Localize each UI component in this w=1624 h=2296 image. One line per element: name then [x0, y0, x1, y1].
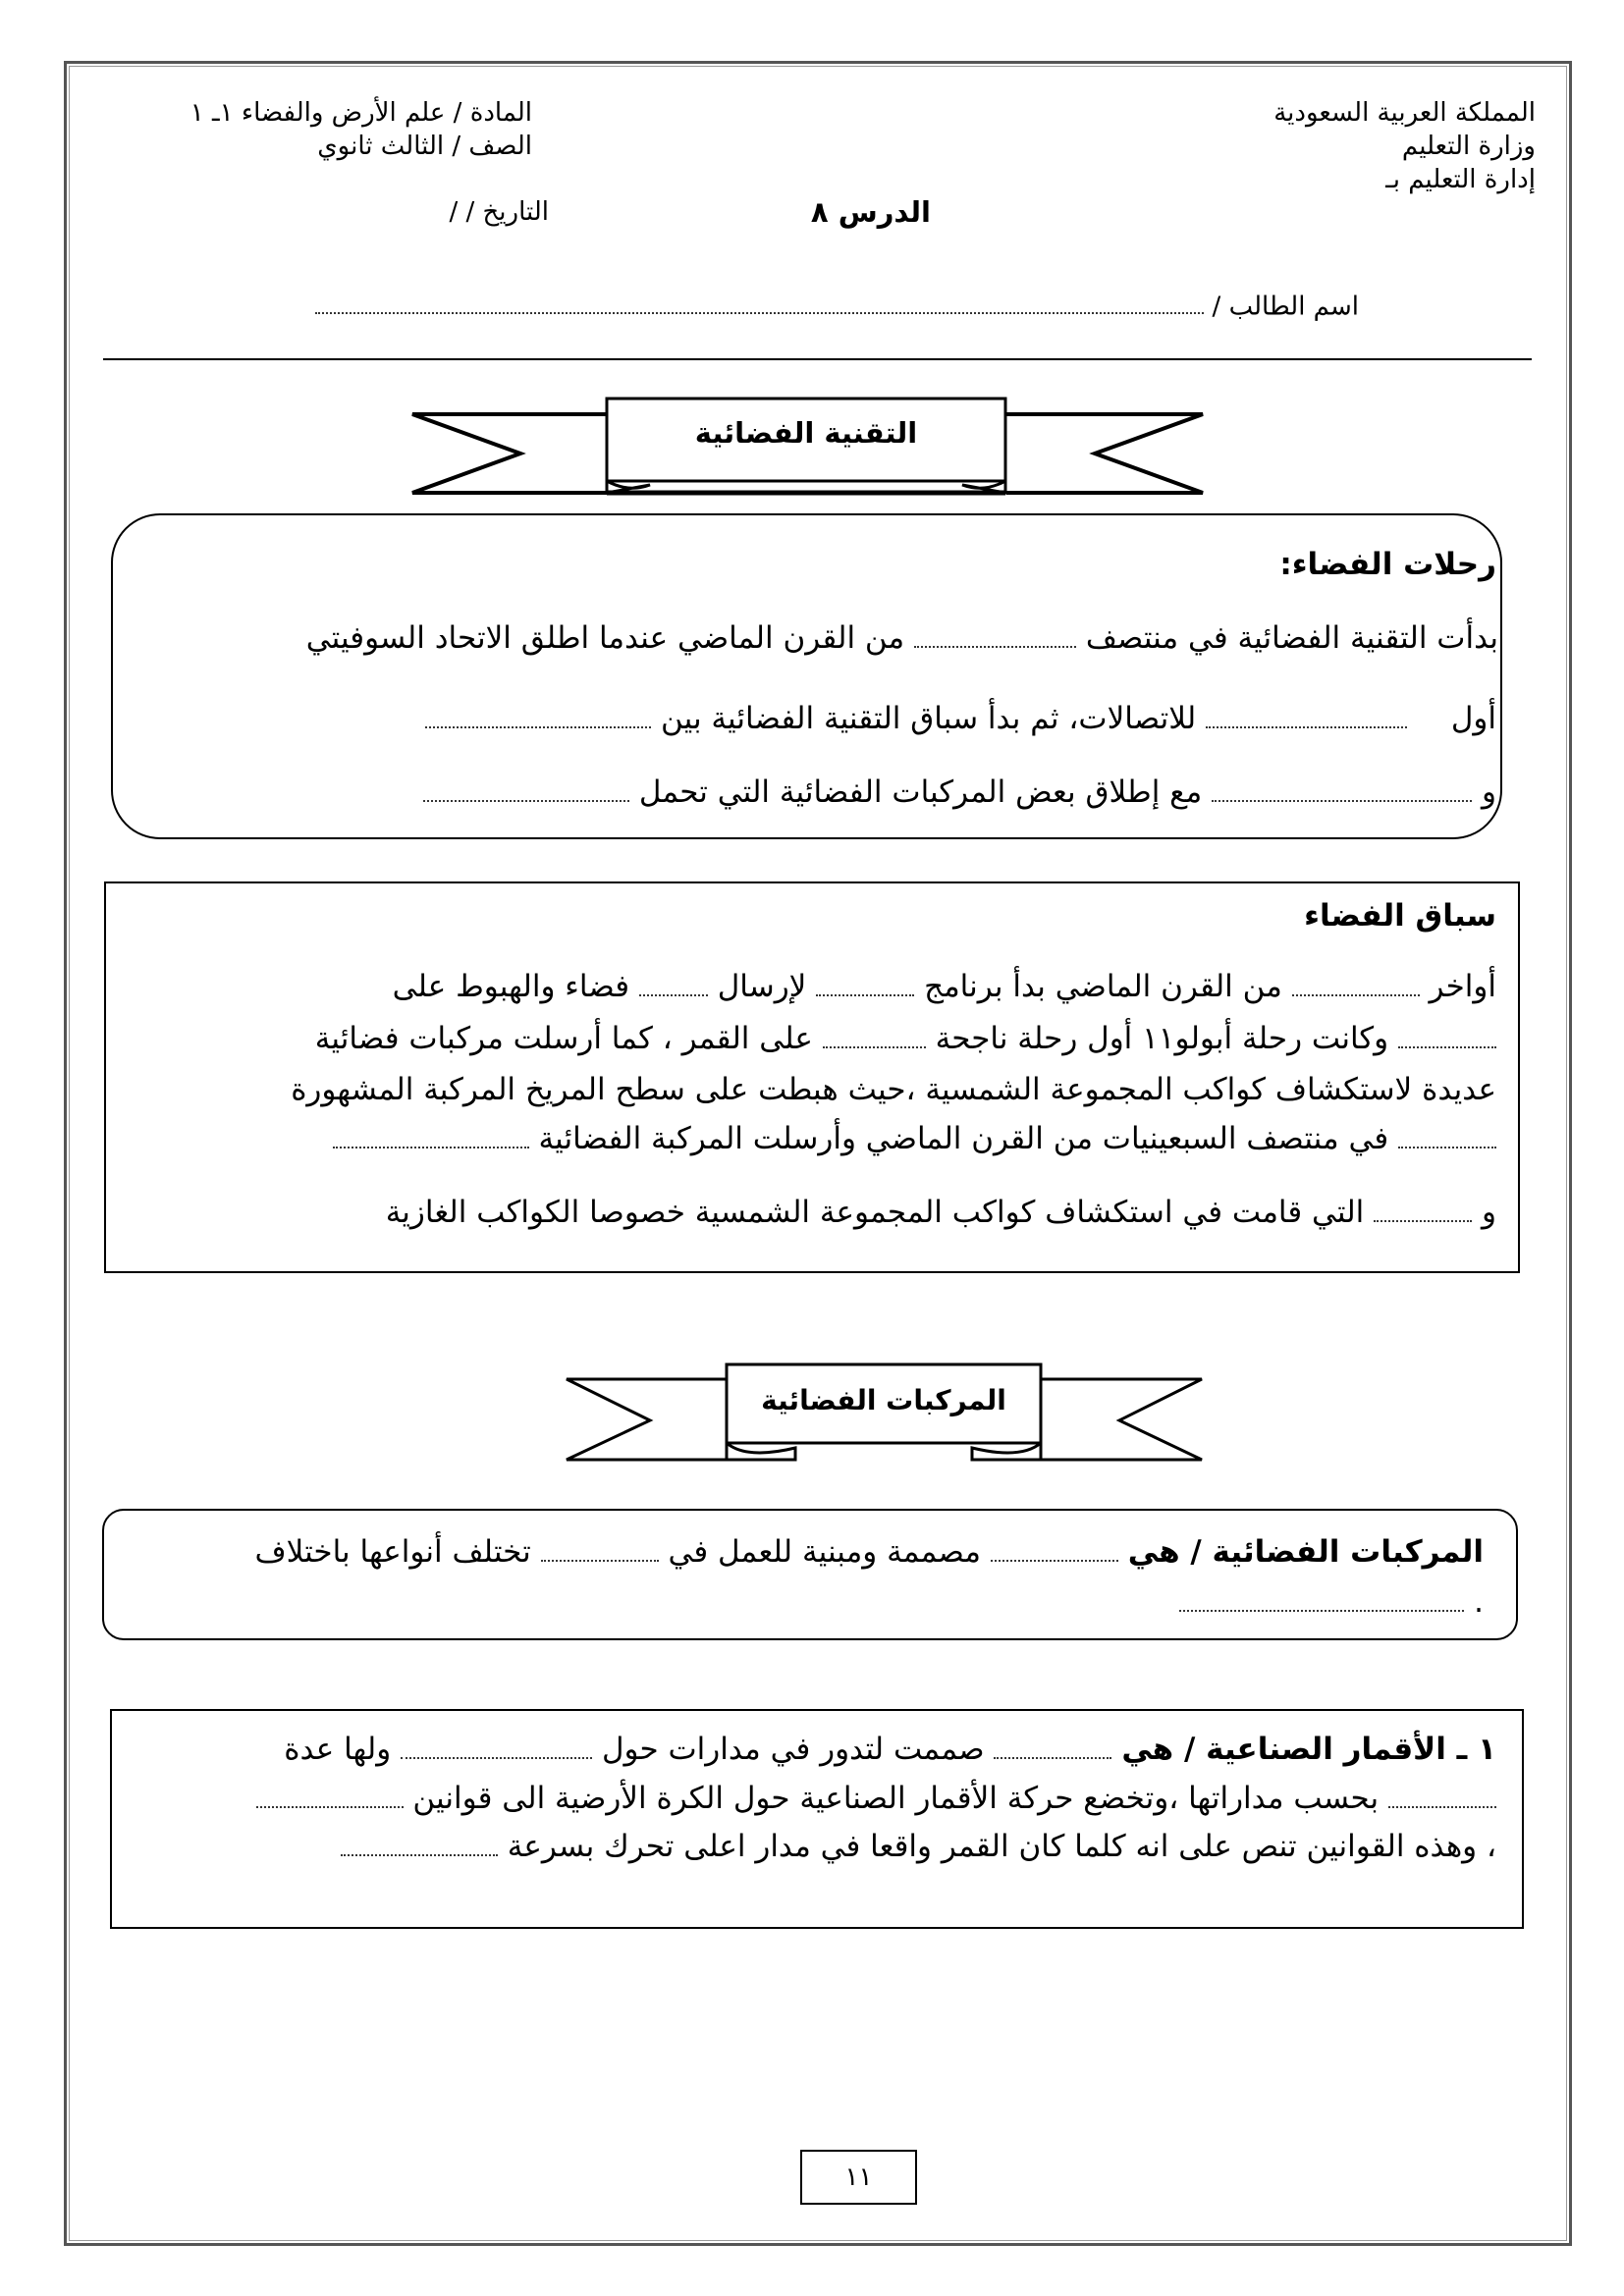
space-race-title: سباق الفضاء	[1304, 898, 1496, 934]
space-race-line4: في منتصف السبعينيات من القرن الماضي وأرسلت المركبة الفضائية	[333, 1119, 1496, 1158]
blank-14[interactable]	[991, 1532, 1118, 1562]
blank-7[interactable]	[816, 967, 914, 996]
space-trips-line2: أول للاتصالات، ثم بدأ سباق التقنية الفضائية بين	[425, 699, 1496, 738]
satellites-line2: بحسب مداراتها ،وتخضع حركة الأقمار الصناعية حول الكرة الأرضية الى قوانين	[256, 1779, 1496, 1818]
blank-16[interactable]	[1179, 1582, 1464, 1612]
blank-1[interactable]	[914, 618, 1076, 648]
blank-5[interactable]	[423, 773, 629, 802]
blank-20[interactable]	[256, 1779, 404, 1808]
space-race-line5: و التي قامت في استكشاف كواكب المجموعة الشمسية خصوصا الكواكب الغازية	[385, 1195, 1496, 1230]
subject-label: المادة / علم الأرض والفضاء ١ـ ١	[189, 98, 532, 128]
blank-4[interactable]	[1212, 773, 1472, 802]
grade-label: الصف / الثالث ثانوي	[317, 132, 532, 161]
space-trips-line3: و مع إطلاق بعض المركبات الفضائية التي تحمل	[423, 773, 1496, 812]
blank-10[interactable]	[823, 1019, 926, 1048]
blank-8[interactable]	[639, 967, 708, 996]
blank-9[interactable]	[1398, 1019, 1496, 1048]
banner-title-space-tech: التقنية الفضائية	[694, 416, 918, 450]
student-name-field[interactable]	[315, 290, 1204, 314]
lesson-title: الدرس ٨	[810, 195, 931, 229]
banner-title-spacecraft: المركبات الفضائية	[761, 1384, 1006, 1416]
satellites-line3: ، وهذه القوانين تنص على انه كلما كان القمر واقعا في مدار اعلى تحرك بسرعة	[341, 1827, 1496, 1866]
header-divider	[103, 358, 1532, 360]
ministry-label: وزارة التعليم	[1401, 132, 1536, 161]
kingdom-label: المملكة العربية السعودية	[1273, 98, 1536, 128]
student-name-row	[315, 290, 1359, 323]
blank-13[interactable]	[1374, 1193, 1472, 1222]
blank-15[interactable]	[541, 1532, 659, 1562]
blank-11[interactable]	[1398, 1119, 1496, 1148]
space-race-line3: عديدة لاستكشاف كواكب المجموعة الشمسية ،حيث هبطت على سطح المريخ المركبة المشهورة	[291, 1072, 1496, 1107]
blank-19[interactable]	[1388, 1779, 1496, 1808]
blank-6[interactable]	[1292, 967, 1420, 996]
page-number: ١١	[800, 2150, 917, 2205]
satellites-line1: ١ ـ الأقمار الصناعية / هي صممت لتدور في مدارات حول ولها عدة	[284, 1732, 1496, 1767]
blank-18[interactable]	[401, 1730, 592, 1759]
space-trips-title: رحلات الفضاء:	[1279, 547, 1496, 582]
space-race-line1: أواخر من القرن الماضي بدأ برنامج لإرسال فضاء والهبوط على	[392, 969, 1496, 1004]
spacecraft-definition-line1: المركبات الفضائية / هي مصممة ومبنية للعمل في تختلف أنواعها باختلاف	[254, 1534, 1484, 1570]
space-trips-line1: بدأت التقنية الفضائية في منتصف من القرن الماضي عندما اطلق الاتحاد السوفيتي	[305, 620, 1498, 656]
date-label: التاريخ / /	[449, 197, 549, 227]
blank-17[interactable]	[994, 1730, 1111, 1759]
student-name-label: اسم الطالب /	[1212, 292, 1359, 322]
department-label: إدارة التعليم بـ	[1385, 165, 1536, 194]
blank-3[interactable]	[425, 699, 651, 728]
blank-12[interactable]	[333, 1119, 529, 1148]
space-race-line2: وكانت رحلة أبولو١١ أول رحلة ناجحة على القمر ، كما أرسلت مركبات فضائية	[315, 1019, 1496, 1058]
spacecraft-definition-line2: .	[1179, 1582, 1484, 1622]
blank-21[interactable]	[341, 1827, 498, 1856]
blank-2[interactable]	[1206, 699, 1407, 728]
